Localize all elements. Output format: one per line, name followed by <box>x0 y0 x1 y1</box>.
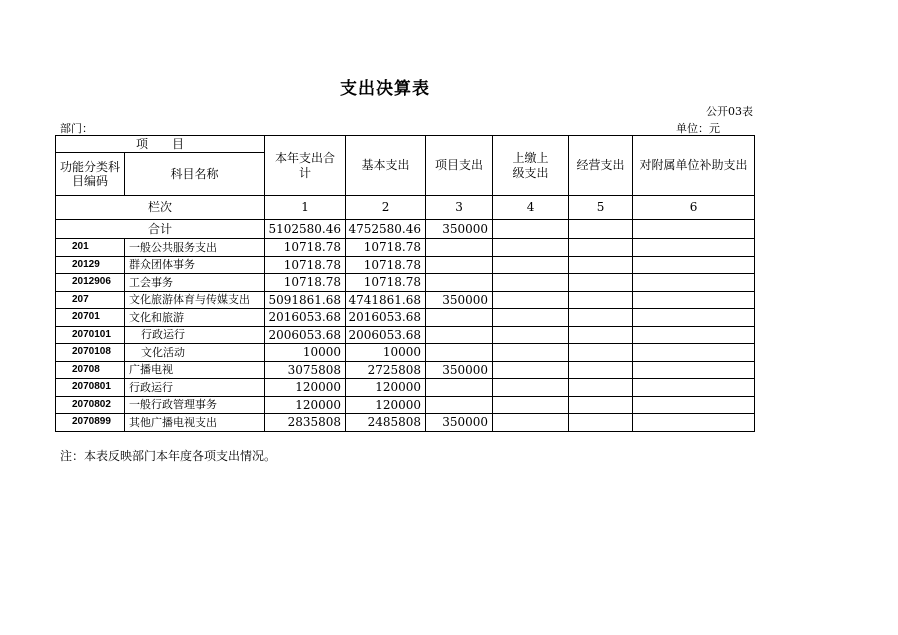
row-value: 350000 <box>426 291 493 309</box>
row-value <box>633 326 755 344</box>
row-name: 行政运行 <box>125 379 265 397</box>
row-value <box>493 379 569 397</box>
row-value <box>569 414 633 432</box>
page-title: 支出决算表 <box>340 79 430 99</box>
row-code: 2070802 <box>56 396 125 414</box>
row-value: 10718.78 <box>265 239 346 257</box>
table-row <box>56 256 755 274</box>
row-code: 2070899 <box>56 414 125 432</box>
row-value <box>569 326 633 344</box>
table-row <box>56 344 755 362</box>
row-value <box>569 361 633 379</box>
footnote: 注：本表反映部门本年度各项支出情况。 <box>60 449 277 463</box>
row-name: 广播电视 <box>125 361 265 379</box>
row-code: 20701 <box>56 309 125 327</box>
row-value <box>426 309 493 327</box>
row-value <box>493 361 569 379</box>
row-value <box>426 379 493 397</box>
row-value: 2016053.68 <box>265 309 346 327</box>
total-label: 合计 <box>56 220 265 239</box>
row-value: 5091861.68 <box>265 291 346 309</box>
col-num: 4 <box>493 196 569 220</box>
row-name: 群众团体事务 <box>125 256 265 274</box>
header-subsidy: 对附属单位补助支出 <box>633 136 755 196</box>
row-value: 120000 <box>346 379 426 397</box>
table-header <box>56 136 755 239</box>
row-name: 一般行政管理事务 <box>125 396 265 414</box>
row-value <box>569 344 633 362</box>
row-value <box>493 256 569 274</box>
row-value <box>426 396 493 414</box>
row-value: 120000 <box>265 396 346 414</box>
row-value <box>426 274 493 292</box>
row-value <box>569 274 633 292</box>
total-cell: 350000 <box>426 220 493 239</box>
row-value <box>633 414 755 432</box>
row-name: 行政运行 <box>125 326 265 344</box>
row-value: 4741861.68 <box>346 291 426 309</box>
header-subject-name: 科目名称 <box>125 153 265 196</box>
row-value <box>493 239 569 257</box>
header-total: 本年支出合计 <box>265 136 346 196</box>
row-value: 10718.78 <box>346 239 426 257</box>
table-row <box>56 291 755 309</box>
header-col-label: 栏次 <box>56 196 265 220</box>
row-value <box>493 291 569 309</box>
table-row <box>56 379 755 397</box>
table-row <box>56 414 755 432</box>
header-basic: 基本支出 <box>346 136 426 196</box>
header-upper: 上缴上级支出 <box>493 136 569 196</box>
row-value <box>426 326 493 344</box>
col-num: 3 <box>426 196 493 220</box>
row-value <box>633 396 755 414</box>
row-value <box>493 396 569 414</box>
col-num: 1 <box>265 196 346 220</box>
row-value <box>493 414 569 432</box>
row-value: 2006053.68 <box>346 326 426 344</box>
table-row <box>56 239 755 257</box>
row-value: 2016053.68 <box>346 309 426 327</box>
row-value <box>569 379 633 397</box>
row-value: 350000 <box>426 414 493 432</box>
row-value: 10000 <box>265 344 346 362</box>
row-code: 2070108 <box>56 344 125 362</box>
row-value <box>569 291 633 309</box>
row-value: 2725808 <box>346 361 426 379</box>
row-value <box>569 239 633 257</box>
row-code: 2070801 <box>56 379 125 397</box>
row-name: 工会事务 <box>125 274 265 292</box>
row-value: 10000 <box>346 344 426 362</box>
row-value: 10718.78 <box>346 256 426 274</box>
row-value <box>633 309 755 327</box>
total-cell <box>633 220 755 239</box>
row-value <box>426 344 493 362</box>
row-name: 文化旅游体育与传媒支出 <box>125 291 265 309</box>
row-name: 一般公共服务支出 <box>125 239 265 257</box>
row-value: 10718.78 <box>265 256 346 274</box>
row-value <box>569 396 633 414</box>
row-code: 2012906 <box>56 274 125 292</box>
row-value: 3075808 <box>265 361 346 379</box>
row-code: 2070101 <box>56 326 125 344</box>
row-value: 120000 <box>346 396 426 414</box>
table-row <box>56 326 755 344</box>
header-item: 项 目 <box>56 136 265 153</box>
total-row <box>56 220 755 239</box>
row-value <box>493 326 569 344</box>
total-cell: 4752580.46 <box>346 220 426 239</box>
row-value <box>493 309 569 327</box>
total-cell <box>493 220 569 239</box>
form-code: 公开03表 <box>706 105 753 118</box>
row-code: 20708 <box>56 361 125 379</box>
row-value <box>569 309 633 327</box>
row-value <box>426 239 493 257</box>
row-value <box>633 239 755 257</box>
table-body <box>56 239 755 432</box>
header-func-code: 功能分类科目编码 <box>56 153 125 196</box>
row-value <box>633 291 755 309</box>
row-value: 2485808 <box>346 414 426 432</box>
row-name: 其他广播电视支出 <box>125 414 265 432</box>
table-row <box>56 361 755 379</box>
col-num: 6 <box>633 196 755 220</box>
col-num: 5 <box>569 196 633 220</box>
row-value: 2006053.68 <box>265 326 346 344</box>
row-value: 350000 <box>426 361 493 379</box>
row-code: 201 <box>56 239 125 257</box>
row-value <box>633 274 755 292</box>
total-cell <box>569 220 633 239</box>
header-project: 项目支出 <box>426 136 493 196</box>
expenditure-table <box>55 135 755 432</box>
table-row <box>56 274 755 292</box>
table-row <box>56 396 755 414</box>
row-value <box>633 256 755 274</box>
row-value: 2835808 <box>265 414 346 432</box>
row-value <box>633 361 755 379</box>
row-name: 文化和旅游 <box>125 309 265 327</box>
row-value: 10718.78 <box>346 274 426 292</box>
row-value <box>633 344 755 362</box>
table-row <box>56 309 755 327</box>
row-value <box>569 256 633 274</box>
row-value <box>633 379 755 397</box>
header-business: 经营支出 <box>569 136 633 196</box>
col-num: 2 <box>346 196 426 220</box>
unit-label: 单位：元 <box>676 122 720 135</box>
row-code: 20129 <box>56 256 125 274</box>
row-value: 10718.78 <box>265 274 346 292</box>
row-value: 120000 <box>265 379 346 397</box>
row-value <box>426 256 493 274</box>
row-name: 文化活动 <box>125 344 265 362</box>
row-value <box>493 274 569 292</box>
row-code: 207 <box>56 291 125 309</box>
total-cell: 5102580.46 <box>265 220 346 239</box>
row-value <box>493 344 569 362</box>
dept-label: 部门： <box>60 122 93 135</box>
